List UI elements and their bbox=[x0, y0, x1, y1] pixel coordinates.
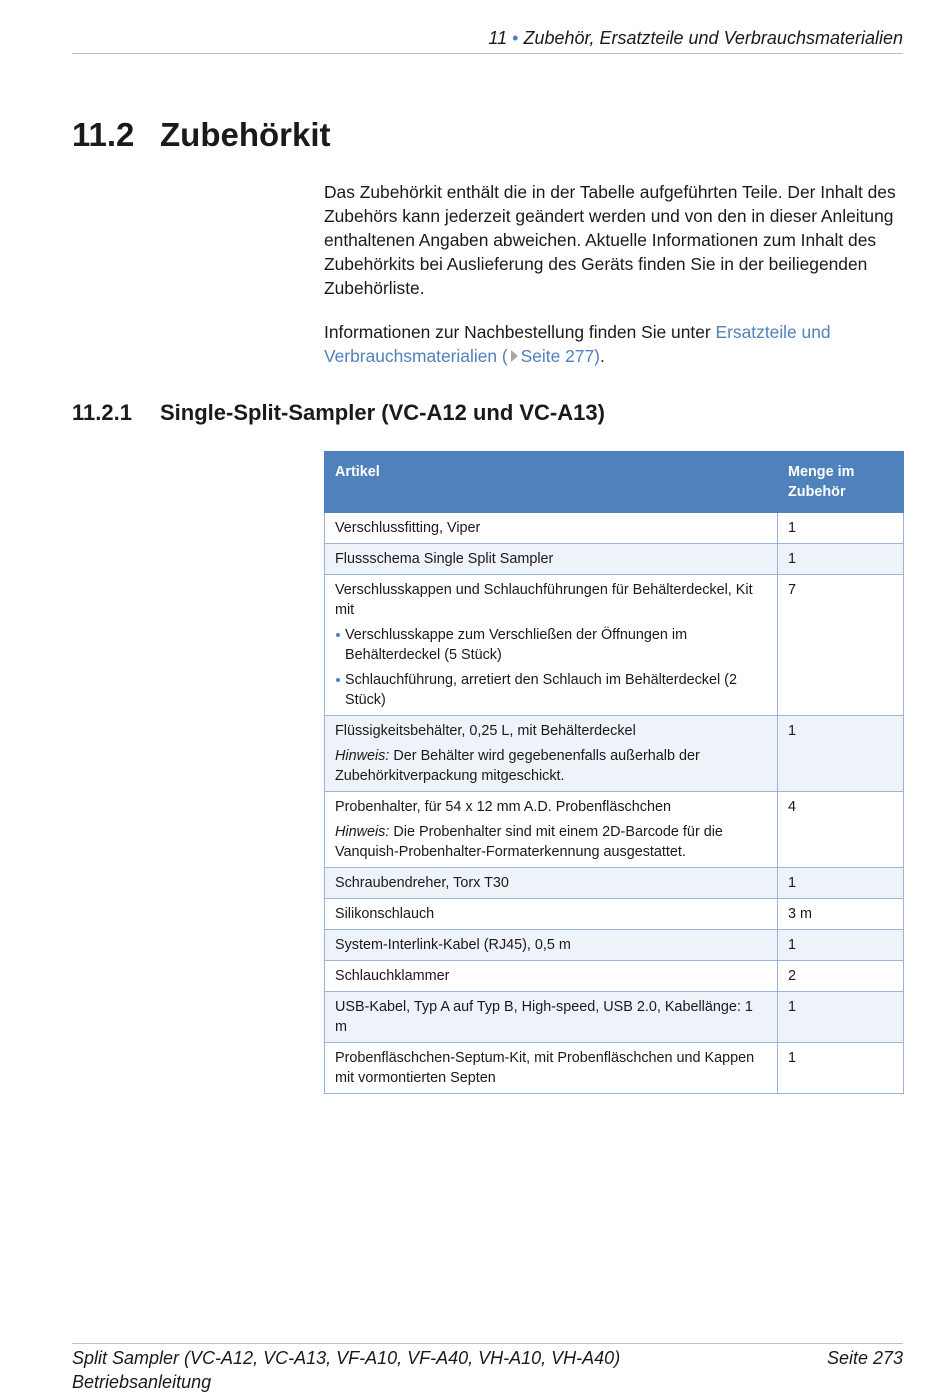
reorder-paragraph bbox=[324, 320, 909, 368]
subsection-number: 11.2.1 bbox=[72, 400, 132, 425]
quantity-cell: 1 bbox=[778, 930, 904, 961]
column-header-quantity bbox=[778, 452, 904, 513]
quantity-cell: 1 bbox=[778, 544, 904, 575]
note-label: Hinweis: bbox=[335, 748, 390, 764]
footer-product: Split Sampler (VC-A12, VC-A13, VF-A10, VF-A40, VH-A10, VH-A40) bbox=[72, 1348, 621, 1368]
section-number: 11.2 bbox=[72, 116, 135, 153]
reorder-suffix: . bbox=[599, 346, 605, 366]
spare-parts-link-page: Seite 277) bbox=[520, 346, 600, 366]
subsection-heading bbox=[72, 400, 605, 426]
item-cell: Schraubendreher, Torx T30 bbox=[325, 868, 778, 899]
footer-page-number: Seite 273 bbox=[826, 1348, 903, 1368]
note-text: Der Behälter wird gegebenenfalls außerhalb der Zubehörkitverpackung mitgeschickt. bbox=[335, 748, 700, 784]
page-reference-arrow-icon bbox=[511, 350, 518, 362]
list-item: Verschlusskappe zum Verschließen der Öffnungen im Behälterdeckel (5 Stück) bbox=[335, 625, 767, 665]
table-row bbox=[325, 513, 904, 544]
item-cell: Probenfläschchen-Septum-Kit, mit Probenfläschchen und Kappen mit vormontierten Septen bbox=[325, 1043, 778, 1094]
table-row bbox=[325, 930, 904, 961]
item-cell: Silikonschlauch bbox=[325, 899, 778, 930]
table-row bbox=[325, 899, 904, 930]
table-row bbox=[325, 1043, 904, 1094]
running-header bbox=[72, 28, 903, 54]
reorder-prefix: Informationen zur Nachbestellung finden Sie unter bbox=[324, 322, 716, 342]
section-title: Zubehörkit bbox=[160, 116, 331, 153]
quantity-cell: 1 bbox=[778, 1043, 904, 1094]
quantity-cell: 4 bbox=[778, 792, 904, 868]
item-cell: System-Interlink-Kabel (RJ45), 0,5 m bbox=[325, 930, 778, 961]
quantity-header-line2: Zubehör bbox=[788, 484, 846, 500]
table-row bbox=[325, 868, 904, 899]
item-text: Probenhalter, für 54 x 12 mm A.D. Probenfläschchen bbox=[335, 799, 671, 815]
table-row bbox=[325, 716, 904, 792]
subsection-title: Single-Split-Sampler (VC-A12 und VC-A13) bbox=[160, 400, 605, 425]
intro-paragraph: Das Zubehörkit enthält die in der Tabelle aufgeführten Teile. Der Inhalt des Zubehörs kann jederzeit geändert werden und von den in dieser Anleitung enthaltenen Angaben abweichen. Aktuelle Informationen zum Inhalt des Zubehörkits bei Auslieferung des Geräts finden Sie in der beiliegenden Zubehörliste. bbox=[324, 182, 896, 298]
item-cell: USB-Kabel, Typ A auf Typ B, High-speed, USB 2.0, Kabellänge: 1 m bbox=[325, 992, 778, 1043]
item-bullet-list bbox=[335, 625, 767, 710]
item-cell: Flussschema Single Split Sampler bbox=[325, 544, 778, 575]
table-row bbox=[325, 961, 904, 992]
item-note bbox=[335, 746, 767, 786]
page-footer bbox=[72, 1343, 903, 1394]
item-cell bbox=[325, 575, 778, 716]
chapter-title: Zubehör, Ersatzteile und Verbrauchsmaterialien bbox=[523, 28, 903, 48]
intro-text bbox=[324, 180, 909, 388]
table-header-row bbox=[325, 452, 904, 513]
quantity-cell: 2 bbox=[778, 961, 904, 992]
note-text: Die Probenhalter sind mit einem 2D-Barcode für die Vanquish-Probenhalter-Formaterkennung ausgestattet. bbox=[335, 824, 723, 860]
note-label: Hinweis: bbox=[335, 824, 390, 840]
column-header-item: Artikel bbox=[325, 452, 778, 513]
quantity-cell: 1 bbox=[778, 868, 904, 899]
quantity-cell: 3 m bbox=[778, 899, 904, 930]
item-cell bbox=[325, 792, 778, 868]
list-item: Schlauchführung, arretiert den Schlauch im Behälterdeckel (2 Stück) bbox=[335, 670, 767, 710]
quantity-cell: 1 bbox=[778, 513, 904, 544]
item-cell bbox=[325, 716, 778, 792]
chapter-number: 11 bbox=[488, 28, 508, 48]
quantity-header-line1: Menge im bbox=[788, 464, 855, 480]
quantity-cell: 1 bbox=[778, 992, 904, 1043]
item-cell: Verschlussfitting, Viper bbox=[325, 513, 778, 544]
table-row bbox=[325, 792, 904, 868]
spare-parts-link-text: Ersatzteile und Verbrauchsmaterialien ( bbox=[324, 322, 831, 366]
section-heading bbox=[72, 116, 331, 154]
accessory-kit-table bbox=[324, 451, 904, 1094]
table-row bbox=[325, 544, 904, 575]
item-text: Verschlusskappen und Schlauchführungen für Behälterdeckel, Kit mit bbox=[335, 582, 753, 618]
quantity-cell: 1 bbox=[778, 716, 904, 792]
item-text: Flüssigkeitsbehälter, 0,25 L, mit Behälterdeckel bbox=[335, 723, 636, 739]
quantity-cell: 7 bbox=[778, 575, 904, 716]
footer-doc-type: Betriebsanleitung bbox=[72, 1372, 212, 1392]
bullet-dot-icon: • bbox=[512, 28, 519, 48]
item-cell: Schlauchklammer bbox=[325, 961, 778, 992]
table-row bbox=[325, 575, 904, 716]
item-note bbox=[335, 822, 767, 862]
table-row bbox=[325, 992, 904, 1043]
